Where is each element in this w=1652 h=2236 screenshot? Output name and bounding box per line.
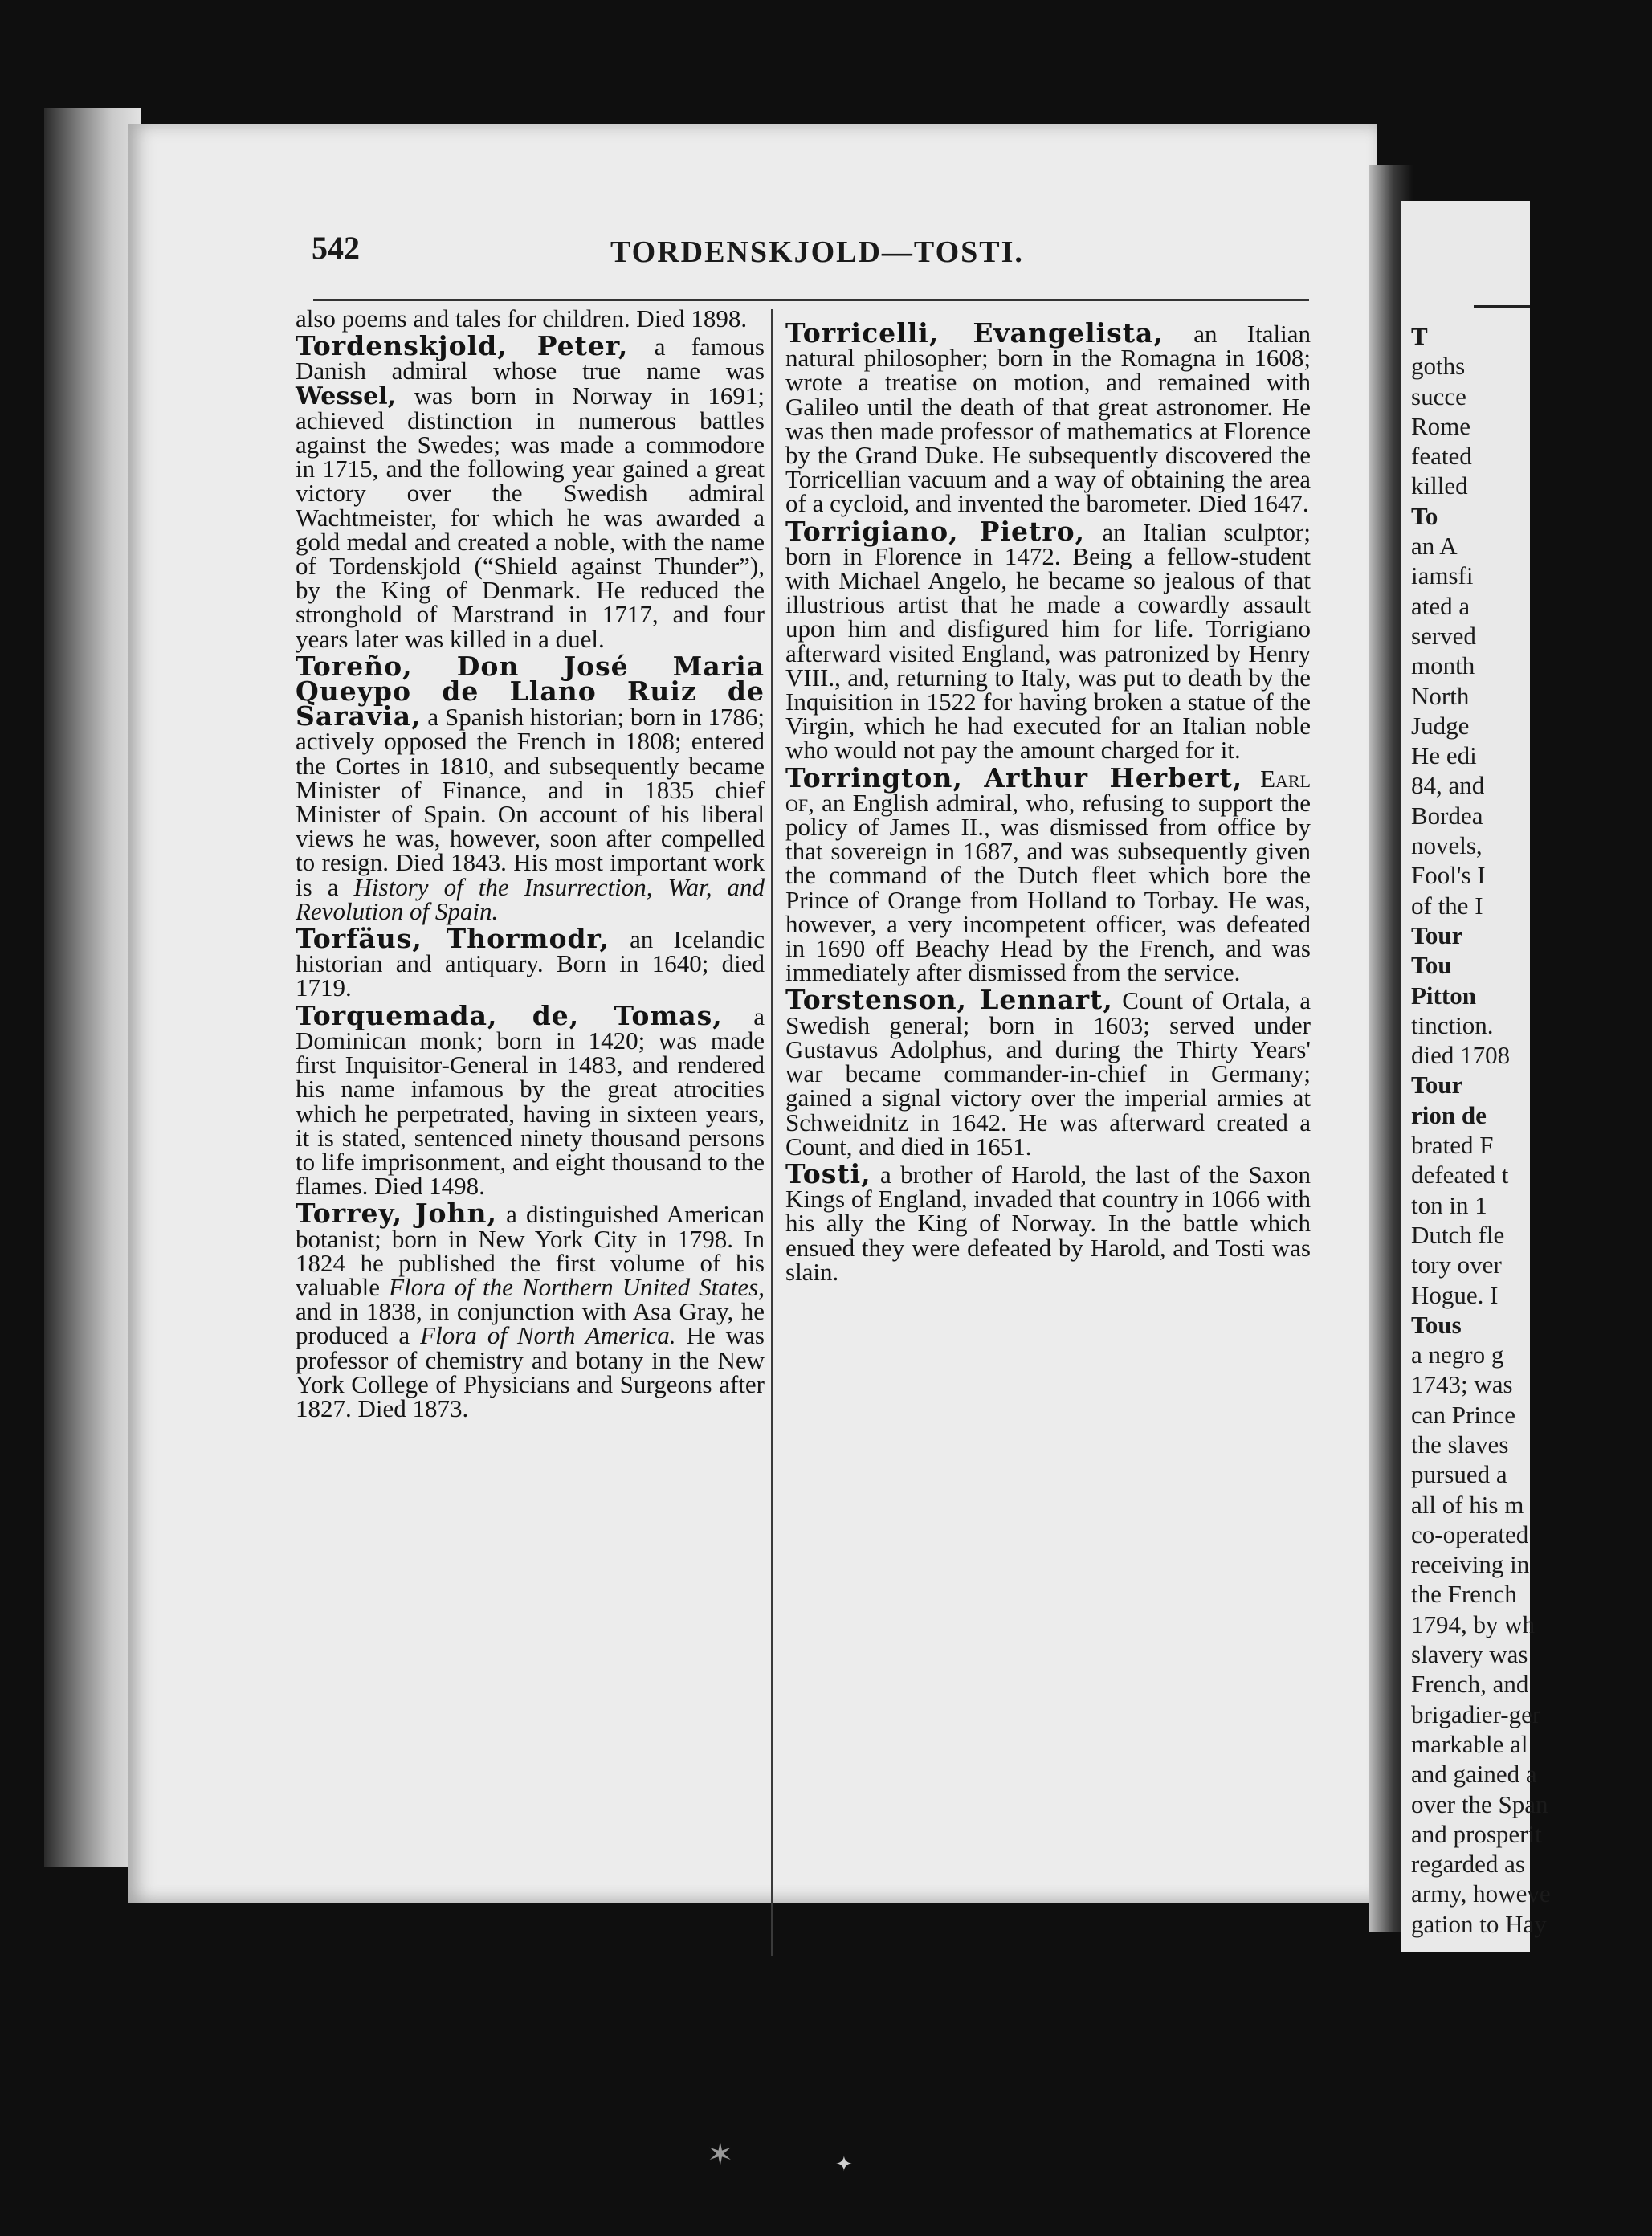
right-column xyxy=(785,317,1311,1286)
facing-page-head-rule xyxy=(1474,305,1530,308)
facing-page-line: T xyxy=(1411,322,1428,350)
facing-page-line: served xyxy=(1411,621,1476,650)
entry-torrington: Torrington, Arthur Herbert, Earl of, an English admiral, who, refusing to support the policy of James II., was dismissed from office by that sovereign in 1687, and was subsequently given the command of the Dutch fleet which bore the Prince of Orange from Holland to Torbay. He was, however, a very incompetent officer, was defeated in 1690 off Beachy Head by the French, and was immediately after dismissed from the service. xyxy=(785,761,1311,987)
facing-page-line: defeated t xyxy=(1411,1161,1509,1189)
title-of-nobility: Earl of, xyxy=(785,764,1311,817)
facing-page-line: feated xyxy=(1411,442,1472,471)
facing-page-line: 1743; was xyxy=(1411,1370,1513,1399)
ink-speck-mark: ✦ xyxy=(835,2152,853,2177)
facing-page-line: 1794, by wh xyxy=(1411,1610,1536,1638)
facing-page-line: Hogue. I xyxy=(1411,1280,1499,1309)
entry-continuation: also poems and tales for children. Died 1898. xyxy=(296,304,748,333)
facing-page-line: He edi xyxy=(1411,741,1477,770)
entry-headword: Toreño, Don José Maria Queypo de Llano Ruiz de Saravia, xyxy=(296,650,765,732)
facing-page-line: Tou xyxy=(1411,951,1452,980)
facing-page-line: tory over xyxy=(1411,1251,1502,1279)
facing-page-line: co-operated xyxy=(1411,1520,1529,1548)
facing-page-line: Bordea xyxy=(1411,801,1483,830)
facing-page-line: Tous xyxy=(1411,1310,1462,1339)
page-number: 542 xyxy=(312,230,360,266)
entry-headword: Torquemada, de, Tomas, xyxy=(296,999,723,1031)
facing-page-line: gation to Hay xyxy=(1411,1909,1547,1938)
entry-tordenskjold: Tordenskjold, Peter, a famous Danish admiral whose true name was Wessel, was born in Norway in 1691; achieved distinction in numerous battles against the Swedes; was made a commodore in 1715, and the following year gained a great victory over the Swedish admiral Wachtmeister, for which he was awarded a gold medal and created a noble, with the name of Tordenskjold (“Shield against Thunder”), by the King of Denmark. He reduced the stronghold of Marstrand in 1717, and four years later was killed in a duel. xyxy=(296,330,765,653)
facing-page-line: markable al xyxy=(1411,1729,1528,1758)
facing-page-line: and gained a xyxy=(1411,1760,1537,1789)
facing-page-line: North xyxy=(1411,681,1470,710)
facing-page-line: Judge xyxy=(1411,711,1470,740)
facing-page-line: month xyxy=(1411,651,1475,680)
column-rule xyxy=(771,309,773,1956)
facing-page-line: an A xyxy=(1411,532,1458,561)
facing-page-line: army, howeve xyxy=(1411,1879,1551,1908)
entry-torricelli: Torricelli, Evangelista, an Italian natural philosopher; born in the Romagna in 1608; wrote a treatise on motion, and remained with Galileo until the death of that great astronomer. He was then made professor of mathematics at Florence by the Grand Duke. He subsequently discovered the Torricellian vacuum and a way of obtaining the area of a cycloid, and invented the barometer. Died 1647. xyxy=(785,317,1311,518)
facing-page-line: Tour xyxy=(1411,920,1463,949)
facing-page-line: To xyxy=(1411,501,1438,530)
entry-headword: Torrington, Arthur Herbert, xyxy=(785,761,1243,794)
facing-page-line: brated F xyxy=(1411,1131,1494,1160)
facing-page-line: can Prince xyxy=(1411,1400,1515,1429)
ink-blot-mark: ✶ xyxy=(707,2136,734,2173)
facing-page-line: all of his m xyxy=(1411,1490,1524,1519)
running-head: TORDENSKJOLD—TOSTI. xyxy=(610,235,1024,269)
entry-headword: Torstenson, Lennart, xyxy=(785,984,1113,1016)
entry-headword: Torrey, John, xyxy=(296,1198,498,1230)
facing-page-line: the slaves xyxy=(1411,1430,1509,1459)
facing-page-line: 84, and xyxy=(1411,771,1485,800)
facing-page-line: French, and xyxy=(1411,1670,1529,1699)
facing-page-fragments xyxy=(1411,321,1652,1939)
entry-tosti: Tosti, a brother of Harold, the last of the Saxon Kings of England, invaded that country in 1066 with his ally the King of Norway. In the battle which ensued they were defeated by Harold, and Tosti was slain. xyxy=(785,1157,1311,1286)
facing-page-line: pursued a xyxy=(1411,1460,1507,1489)
entry-headword: Tosti, xyxy=(785,1157,871,1189)
facing-page xyxy=(1401,201,1551,1952)
work-title: History of the Insurrection, War, and Revolution of Spain. xyxy=(296,872,765,925)
entry-torquemada: Torquemada, de, Tomas, a Dominican monk; born in 1420; was made first Inquisitor-General in 1483, and rendered his name infamous by the great atrocities which he perpetrated, having in sixteen years, it is stated, sentenced ninety thousand persons to life imprisonment, and eight thousand to the flames. Died 1498. xyxy=(296,999,765,1201)
facing-page-line: Dutch fle xyxy=(1411,1220,1505,1249)
entry-headword: Torricelli, Evangelista, xyxy=(785,317,1164,349)
work-title: Flora of the Northern United States, xyxy=(389,1272,765,1301)
entry-torfaus: Torfäus, Thormodr, an Icelandic historian and antiquary. Born in 1640; died 1719. xyxy=(296,923,765,1002)
facing-page-line: iamsfi xyxy=(1411,561,1474,590)
facing-page-line: novels, xyxy=(1411,831,1483,860)
facing-page-line: of the I xyxy=(1411,891,1483,920)
facing-page-line: ated a xyxy=(1411,591,1470,620)
highlighted-name: Wessel, xyxy=(296,382,397,410)
facing-page-line: died 1708 xyxy=(1411,1041,1511,1070)
facing-page-line: Tour xyxy=(1411,1071,1463,1100)
entry-torrigiano: Torrigiano, Pietro, an Italian sculptor; born in Florence in 1472. Being a fellow-student with Michael Angelo, he became so jealous of that illustrious artist that he made a cowardly assault upon him and disfigured him for life. Torrigiano afterward visited England, was patronized by Henry VIII., and, returning to Italy, was put to death by the Inquisition in 1522 for having broken a statue of the Virgin, which he had executed for an Italian noble who would not pay the amount charged for it. xyxy=(785,515,1311,765)
facing-page-line: Fool's I xyxy=(1411,861,1486,890)
facing-page-line: succe xyxy=(1411,382,1466,410)
entry-toreno: Toreño, Don José Maria Queypo de Llano Ruiz de Saravia, a Spanish historian; born in 1786; actively opposed the French in 1808; entered the Cortes in 1810, and subsequently became Minister of Finance, and in 1835 chief Minister of Spain. On account of his liberal views he was, however, soon after compelled to resign. Died 1843. His most important work is a History of the Insurrection, War, and Revolution of Spain. xyxy=(296,650,765,925)
facing-page-line: Rome xyxy=(1411,411,1471,440)
facing-page-line: and prosperit xyxy=(1411,1819,1542,1848)
left-column xyxy=(296,304,765,1422)
entry-headword: Torfäus, Thormodr, xyxy=(296,923,610,955)
entry-headword: Tordenskjold, Peter, xyxy=(296,330,629,362)
facing-page-line: brigadier-ger xyxy=(1411,1699,1541,1728)
facing-page-line: a negro g xyxy=(1411,1340,1504,1369)
entry-headword: Torrigiano, Pietro, xyxy=(785,515,1086,547)
facing-page-line: receiving in xyxy=(1411,1550,1530,1579)
facing-page-line: the French xyxy=(1411,1580,1517,1609)
facing-page-line: Pitton xyxy=(1411,981,1476,1010)
work-title: Flora of North America. xyxy=(420,1321,676,1350)
facing-page-line: rion de xyxy=(1411,1100,1487,1129)
facing-page-line: goths xyxy=(1411,352,1466,381)
facing-page-line: killed xyxy=(1411,471,1468,500)
facing-page-line: regarded as xyxy=(1411,1850,1525,1879)
facing-page-line: slavery was xyxy=(1411,1640,1528,1669)
entry-torrey: Torrey, John, a distinguished American botanist; born in New York City in 1798. In 1824 he published the first volume of his valuable Flora of the Northern United States, and in 1838, in conjunction with Asa Gray, he produced a Flora of North America. He was professor of chemistry and botany in the New York College of Physicians and Surgeons after 1827. Died 1873. xyxy=(296,1198,765,1422)
facing-page-line: ton in 1 xyxy=(1411,1190,1487,1219)
header-rule xyxy=(313,299,1309,301)
facing-page-line: tinction. xyxy=(1411,1010,1494,1039)
entry-torstenson: Torstenson, Lennart, Count of Ortala, a Swedish general; born in 1603; served under Gustavus Adolphus, and during the Thirty Years' war became commander-in-chief in Germany; gained a signal victory over the imperial armies at Schweidnitz in 1642. He was afterward created a Count, and died in 1651. xyxy=(785,984,1311,1161)
book-page-edges xyxy=(44,108,141,1867)
facing-page-line: over the Span xyxy=(1411,1789,1548,1818)
